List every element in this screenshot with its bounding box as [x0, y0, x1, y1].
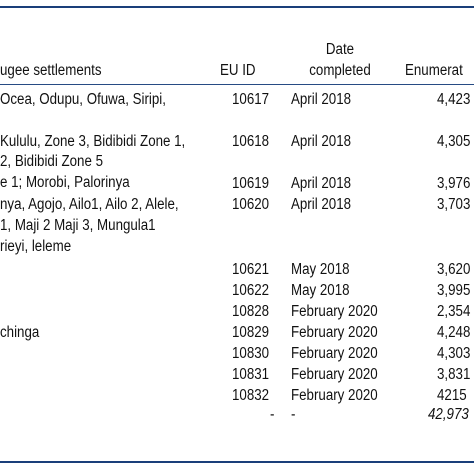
total-eu-id: - — [270, 406, 275, 423]
total-date: - — [291, 406, 296, 423]
row-eu-id: 10618 — [232, 133, 270, 150]
top-rule — [0, 6, 474, 8]
row-date: February 2020 — [291, 303, 378, 320]
row-eu-id: 10619 — [232, 175, 270, 192]
row-eu-id: 10828 — [232, 303, 270, 320]
header-rule — [0, 84, 474, 85]
row-eu-id: 10831 — [232, 366, 270, 383]
row-count: 3,995 — [437, 282, 471, 299]
row-count: 4,423 — [437, 91, 471, 108]
row-settlements: nya, Agojo, Ailo1, Ailo 2, Alele, — [0, 196, 179, 213]
row-count: 4,303 — [437, 345, 471, 362]
row-count: 3,620 — [437, 261, 471, 278]
header-eu-id: EU ID — [220, 62, 256, 79]
row-date: February 2020 — [291, 324, 378, 341]
row-eu-id: 10617 — [232, 91, 270, 108]
header-settlements: ugee settlements — [0, 62, 102, 79]
row-settlements: Kululu, Zone 3, Bidibidi Zone 1, — [0, 133, 186, 150]
row-eu-id: 10622 — [232, 282, 270, 299]
row-eu-id: 10829 — [232, 324, 270, 341]
row-date: April 2018 — [291, 196, 352, 213]
row-eu-id: 10620 — [232, 196, 270, 213]
row-eu-id: 10621 — [232, 261, 270, 278]
row-date: April 2018 — [291, 133, 352, 150]
row-date: April 2018 — [291, 175, 352, 192]
row-settlements: Ocea, Odupu, Ofuwa, Siripi, — [0, 91, 166, 108]
row-count: 3,976 — [437, 175, 471, 192]
row-date: February 2020 — [291, 387, 378, 404]
row-count: 4,248 — [437, 324, 471, 341]
row-date: May 2018 — [291, 261, 350, 278]
bottom-rule — [0, 461, 474, 463]
row-count: 4215 — [437, 387, 467, 404]
row-date: February 2020 — [291, 366, 378, 383]
row-settlements-cont: 2, Bidibidi Zone 5 — [0, 153, 104, 170]
header-date-line1: Date — [325, 41, 355, 58]
row-settlements: chinga — [0, 324, 40, 341]
row-settlements-cont: rieyi, leleme — [0, 238, 72, 255]
row-count: 2,354 — [437, 303, 471, 320]
row-date: May 2018 — [291, 282, 350, 299]
row-date: February 2020 — [291, 345, 378, 362]
total-count: 42,973 — [428, 406, 469, 423]
row-settlements: e 1; Morobi, Palorinya — [0, 174, 130, 191]
row-count: 3,831 — [437, 366, 471, 383]
header-date-line2: completed — [309, 62, 371, 79]
row-count: 4,305 — [437, 133, 471, 150]
row-count: 3,703 — [437, 196, 471, 213]
row-date: April 2018 — [291, 91, 352, 108]
row-settlements-cont: 1, Maji 2 Maji 3, Mungula1 — [0, 217, 156, 234]
header-enumerated: Enumerat — [405, 62, 463, 79]
row-eu-id: 10830 — [232, 345, 270, 362]
row-eu-id: 10832 — [232, 387, 270, 404]
